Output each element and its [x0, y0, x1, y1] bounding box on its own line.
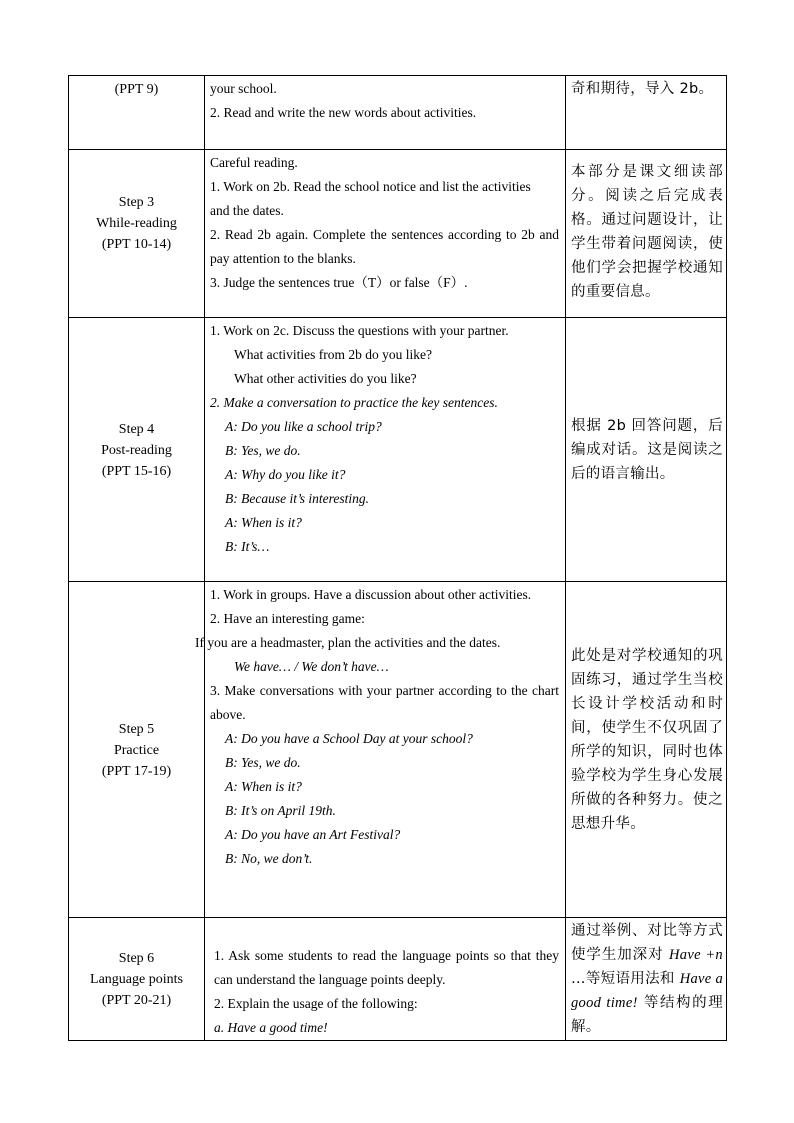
process-line: 1. Ask some students to read the language points so that they can understand the language points deeply. — [214, 948, 559, 987]
step-number: Step 5 — [118, 722, 155, 737]
process-line: a. Have a good time! — [214, 1020, 328, 1035]
table-row — [69, 582, 727, 918]
step-ppt: (PPT 15-16) — [101, 464, 172, 479]
step-cell — [69, 76, 205, 150]
note-phrase: Have a good time! — [571, 971, 723, 1011]
process-line: 2. Explain the usage of the following: — [214, 996, 418, 1011]
note-cell — [566, 150, 727, 318]
note-text: 本部分是课文细读部分。阅读之后完成表格。通过问题设计，让学生带着问题阅读，使他们学会把握学校通知的重要信息。 — [571, 164, 723, 300]
dialogue-line: B: Yes, we do. — [225, 443, 301, 458]
process-cell — [205, 150, 566, 318]
step-ppt: (PPT 20-21) — [101, 993, 172, 1008]
process-line: your school. — [210, 81, 277, 96]
step-ppt: (PPT 10-14) — [101, 237, 172, 252]
note-text: 根据 2b 回答问题，后编成对话。这是阅读之后的语言输出。 — [571, 418, 723, 482]
process-cell — [205, 918, 566, 1041]
process-cell — [205, 318, 566, 582]
dialogue-line: B: Yes, we do. — [225, 755, 301, 770]
process-line: Careful reading. — [210, 155, 298, 170]
dialogue-line: A: When is it? — [225, 779, 302, 794]
note-part: 等结构的理解。 — [571, 995, 723, 1035]
process-line: We have… / We don’t have… — [234, 659, 389, 674]
step-cell — [69, 150, 205, 318]
process-cell — [195, 582, 566, 918]
dialogue-line: A: Do you have an Art Festival? — [225, 827, 401, 842]
note-text: 奇和期待，导入 2b。 — [571, 81, 714, 97]
process-line: What activities from 2b do you like? — [234, 347, 432, 362]
process-line: 2. Have an interesting game: — [210, 611, 365, 626]
process-line: What other activities do you like? — [234, 371, 417, 386]
step-title: Practice — [113, 743, 160, 758]
process-line: 2. Read and write the new words about activities. — [210, 105, 477, 120]
lesson-plan-table — [68, 75, 727, 1041]
note-cell — [566, 918, 727, 1041]
dialogue-line: A: Do you like a school trip? — [225, 419, 382, 434]
step-number: Step 6 — [118, 951, 155, 966]
table-row — [69, 918, 727, 1041]
note-text — [571, 919, 723, 1039]
dialogue-line: B: It’s on April 19th. — [225, 803, 336, 818]
process-line: 3. Make conversations with your partner according to the chart above. — [210, 683, 559, 722]
step-ppt: (PPT 9) — [114, 82, 159, 97]
table-row — [69, 76, 727, 150]
step-cell — [69, 918, 205, 1041]
process-line: 1. Work in groups. Have a discussion about other activities. — [210, 587, 532, 602]
dialogue-line: B: Because it’s interesting. — [225, 491, 369, 506]
process-line: 2. Read 2b again. Complete the sentences according to 2b and pay attention to the blanks. — [210, 227, 559, 266]
process-line: 1. Work on 2b. Read the school notice and list the activities — [210, 179, 531, 194]
table-row — [69, 318, 727, 582]
table-row — [69, 150, 727, 318]
dialogue-line: A: Do you have a School Day at your school? — [225, 731, 473, 746]
step-number: Step 3 — [118, 195, 155, 210]
step-title: Post-reading — [101, 443, 172, 458]
process-line: 2. Make a conversation to practice the key sentences. — [210, 395, 498, 410]
note-text: 此处是对学校通知的巩固练习，通过学生当校长设计学校活动和时间，使学生不仅巩固了所学的知识，同时也体验学校为学生身心发展所做的各种努力。使之思想升华。 — [571, 648, 723, 832]
note-cell — [566, 318, 727, 582]
dialogue-line: B: It’s… — [225, 539, 270, 554]
process-cell — [205, 76, 566, 150]
step-cell — [69, 582, 205, 918]
note-cell — [566, 76, 727, 150]
note-cell — [566, 582, 727, 918]
process-line: 1. Work on 2c. Discuss the questions with your partner. — [210, 323, 509, 338]
note-part: …等短语用法和 — [571, 971, 680, 987]
dialogue-line: A: Why do you like it? — [225, 467, 346, 482]
dialogue-line: B: No, we don’t. — [225, 851, 313, 866]
step-number: Step 4 — [118, 422, 155, 437]
process-line: If you are a headmaster, plan the activities and the dates. — [195, 635, 501, 650]
note-part: 通过举例、对比等方式使学生加深对 — [571, 923, 723, 963]
step-title: While-reading — [96, 216, 177, 231]
process-line: 3. Judge the sentences true（T）or false（F）. — [210, 275, 468, 290]
process-line: and the dates. — [210, 203, 284, 218]
dialogue-line: A: When is it? — [225, 515, 302, 530]
step-ppt: (PPT 17-19) — [101, 764, 172, 779]
note-phrase: Have +n — [669, 947, 723, 963]
step-title: Language points — [90, 972, 183, 987]
step-cell — [69, 318, 205, 582]
